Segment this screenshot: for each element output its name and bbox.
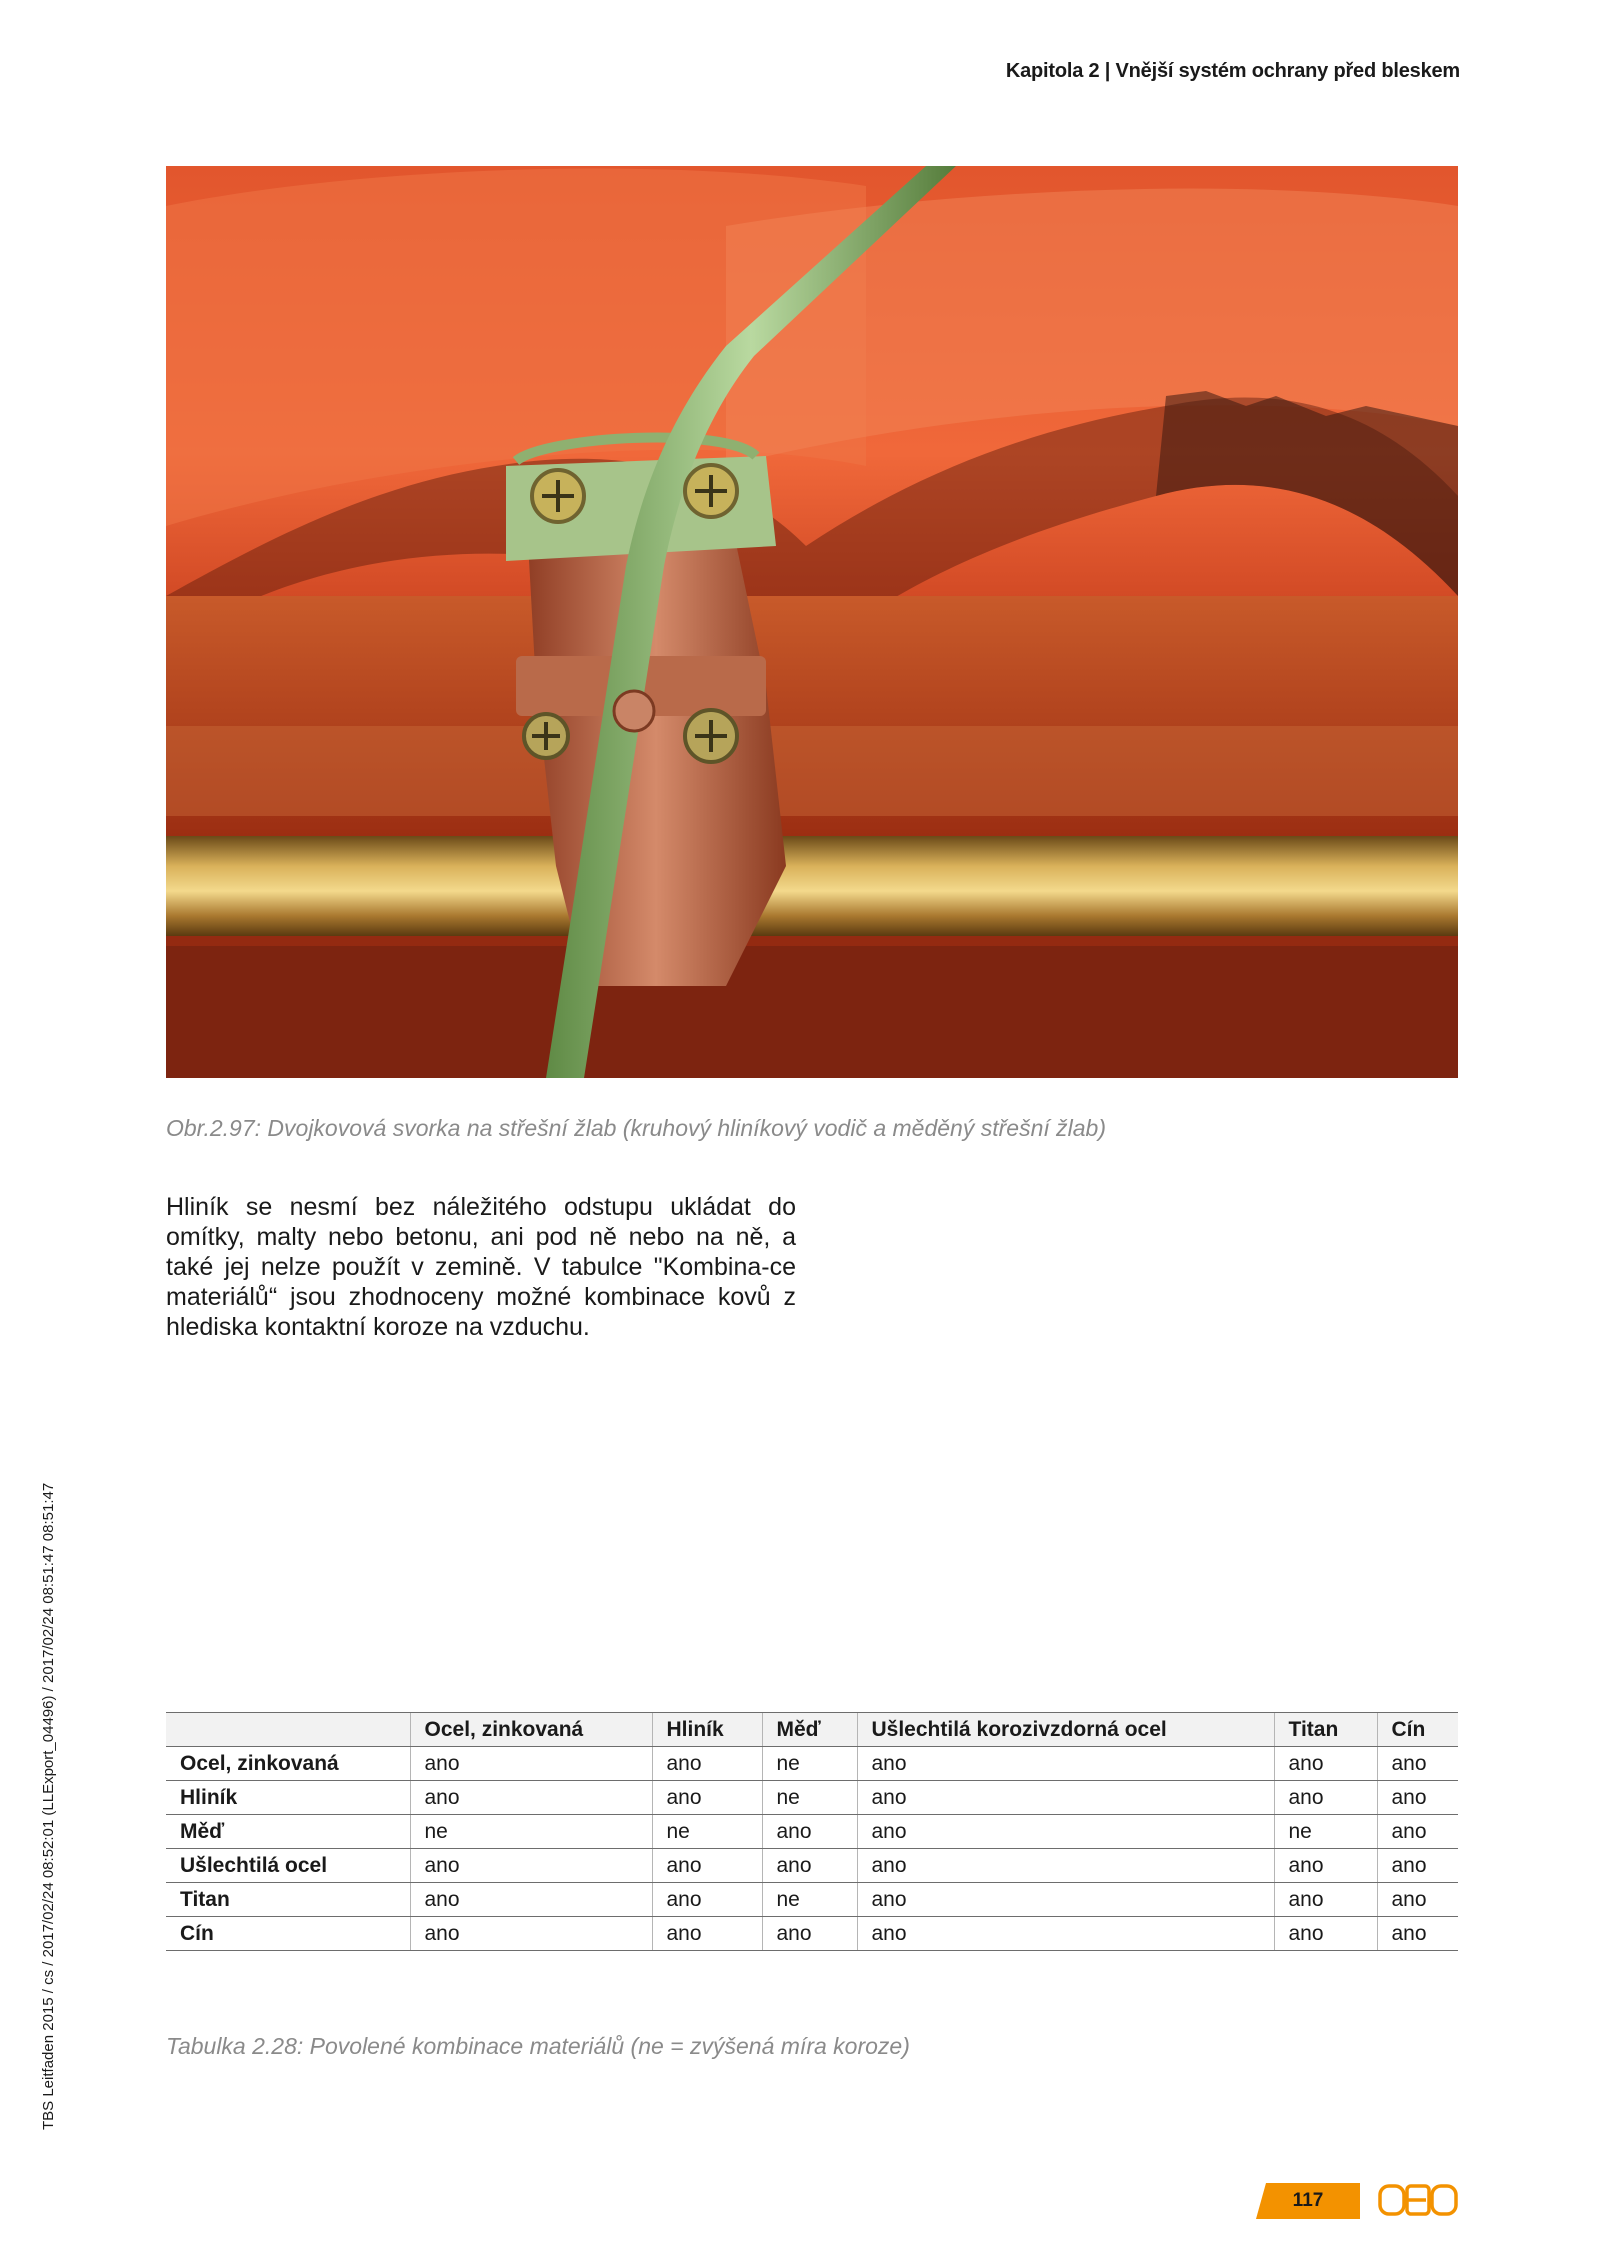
page-number: 117: [1292, 2190, 1324, 2211]
table-cell: ano: [857, 1917, 1274, 1951]
table-header-row: [166, 1713, 1458, 1747]
figure-caption: Obr.2.97: Dvojkovová svorka na střešní žlab (kruhový hliníkový vodič a měděný střešní žlab): [166, 1115, 1107, 1141]
table-cell: ano: [1377, 1883, 1458, 1917]
column-header: Titan: [1274, 1713, 1377, 1747]
row-label: Titan: [166, 1883, 410, 1917]
table-cell: ne: [762, 1883, 857, 1917]
table-cell: ano: [1377, 1849, 1458, 1883]
table-cell: ano: [857, 1815, 1274, 1849]
column-header: Ušlechtilá korozivzdorná ocel: [857, 1713, 1274, 1747]
table-cell: ano: [652, 1883, 762, 1917]
obo-logo: [1378, 2182, 1458, 2218]
table-cell: ano: [762, 1917, 857, 1951]
table-cell: ano: [1377, 1917, 1458, 1951]
table-cell: ano: [1377, 1815, 1458, 1849]
column-header: Hliník: [652, 1713, 762, 1747]
row-label: Měď: [166, 1815, 410, 1849]
column-header: Měď: [762, 1713, 857, 1747]
table-cell: ano: [410, 1781, 652, 1815]
row-label: Ocel, zinkovaná: [166, 1747, 410, 1781]
table-cell: ano: [857, 1747, 1274, 1781]
materials-table: [166, 1712, 1458, 1951]
table-cell: ano: [652, 1781, 762, 1815]
table-cell: ano: [1274, 1883, 1377, 1917]
table-row: [166, 1849, 1458, 1883]
column-header: Cín: [1377, 1713, 1458, 1747]
table-cell: ano: [410, 1883, 652, 1917]
figure-photo: [166, 166, 1458, 1078]
table-row: [166, 1815, 1458, 1849]
table-cell: ano: [1377, 1781, 1458, 1815]
table-cell: ne: [652, 1815, 762, 1849]
table-cell: ne: [1274, 1815, 1377, 1849]
table-cell: ano: [1274, 1917, 1377, 1951]
table-cell: ano: [652, 1917, 762, 1951]
table-cell: ne: [762, 1747, 857, 1781]
body-paragraph: Hliník se nesmí bez náležitého odstupu ukládat do omítky, malty nebo betonu, ani pod ně nebo na ně, a také jej nelze použít v zemině. V tabulce "Kombina-ce materiálů“ jsou zhodnoceny možné kombinace kovů z hlediska kontaktní koroze na vzduchu.: [166, 1193, 796, 1341]
table-cell: ano: [1377, 1747, 1458, 1781]
table-cell: ano: [652, 1849, 762, 1883]
row-label: Ušlechtilá ocel: [166, 1849, 410, 1883]
chapter-header: Kapitola 2 | Vnější systém ochrany před bleskem: [1005, 60, 1460, 82]
obo-logo-icon: [1378, 2182, 1458, 2218]
table-cell: ano: [410, 1917, 652, 1951]
column-header: Ocel, zinkovaná: [410, 1713, 652, 1747]
table-cell: ano: [410, 1849, 652, 1883]
table-cell: ano: [857, 1781, 1274, 1815]
table-cell: ano: [1274, 1849, 1377, 1883]
page-number-badge: [1256, 2183, 1360, 2219]
table-cell: ano: [762, 1849, 857, 1883]
table-header-row: [166, 1713, 1458, 1747]
table-cell: ne: [762, 1781, 857, 1815]
column-header: [166, 1713, 410, 1747]
table-row: [166, 1883, 1458, 1917]
table-cell: ano: [1274, 1747, 1377, 1781]
table-cell: ano: [652, 1747, 762, 1781]
table-cell: ano: [857, 1883, 1274, 1917]
table-row: [166, 1781, 1458, 1815]
table-cell: ano: [762, 1815, 857, 1849]
side-imprint: TBS Leitfaden 2015 / cs / 2017/02/24 08:52:01 (LLExport_04496) / 2017/02/24 08:51:47 08:51:47: [40, 1482, 57, 2130]
table-cell: ano: [857, 1849, 1274, 1883]
table-row: [166, 1747, 1458, 1781]
row-label: Cín: [166, 1917, 410, 1951]
table-body: [166, 1747, 1458, 1951]
photo-clamp-gutter-icon: [166, 166, 1458, 1078]
table-caption: Tabulka 2.28: Povolené kombinace materiálů (ne = zvýšená míra koroze): [166, 2033, 910, 2059]
table-cell: ano: [1274, 1781, 1377, 1815]
table-row: [166, 1917, 1458, 1951]
table-cell: ano: [410, 1747, 652, 1781]
row-label: Hliník: [166, 1781, 410, 1815]
table-cell: ne: [410, 1815, 652, 1849]
